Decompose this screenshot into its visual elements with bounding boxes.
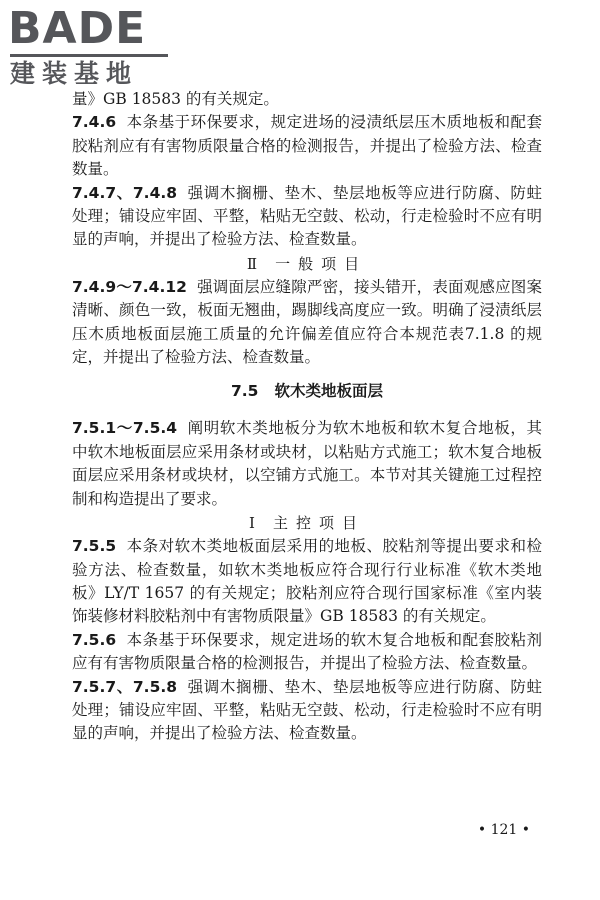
paragraph-text: 本条对软木类地板面层采用的地板、胶粘剂等提出要求和检验方法、检查数量，如软木类地板应符合现行行业标准《软木类地板》LY/T 1657 的有关规定；胶粘剂应符合现行国家标准《室内装饰装修材料胶粘剂中有害物质限量》GB 18583 的有关规定。 [72,537,542,626]
subheading-roman: Ⅰ [249,514,257,533]
logo-chinese-text: 建装基地 [10,59,139,88]
paragraph-7-5-1 [72,417,542,511]
paragraph-7-4-7 [72,182,542,252]
page-number: • 121 • [477,822,530,838]
paragraph-text: 强调木搁栅、垫木、垫层地板等应进行防腐、防蛀处理；铺设应牢固、平整，粘贴无空鼓、松动，行走检验时不应有明显的声响，并提出了检验方法、检查数量。 [72,677,542,743]
paragraph-7-4-9 [72,276,542,370]
clause-number: 7.5.1～7.5.4 [72,419,178,438]
paragraph-text: 阐明软木类地板分为软木地板和软木复合地板，其中软木地板面层应采用条材或块材，以粘贴方式施工；软木复合地板面层应采用条材或块材，以空铺方式施工。本节对其关键施工过程控制和构造提出了要求。 [72,419,542,508]
clause-number: 7.5.7、7.5.8 [72,677,178,696]
subheading-main-items [72,511,542,535]
paragraph-7-5-5 [72,535,542,629]
subheading-label: 一般项目 [275,254,368,273]
paragraph-text: 量》GB 18583 的有关规定。 [72,90,279,108]
clause-number: 7.4.6 [72,113,117,132]
paragraph-text: 强调木搁栅、垫木、垫层地板等应进行防腐、防蛀处理；铺设应牢固、平整，粘贴无空鼓、松动，行走检验时不应有明显的声响，并提出了检验方法、检查数量。 [72,183,542,249]
clause-number: 7.5.6 [72,630,117,649]
clause-number: 7.4.9～7.4.12 [72,277,187,296]
clause-number: 7.4.7、7.4.8 [72,183,178,202]
paragraph-text: 本条基于环保要求，规定进场的软木复合地板和配套胶粘剂应有有害物质限量合格的检测报告，并提出了检验方法、检查数量。 [72,630,542,673]
subheading-label: 主控项目 [272,514,365,533]
section-title: 软木类地板面层 [274,382,383,401]
paragraph-text: 本条基于环保要求，规定进场的浸渍纸层压木质地板和配套胶粘剂应有有害物质限量合格的检测报告，并提出了检验方法、检查数量。 [72,113,542,179]
paragraph-7-4-6 [72,111,542,181]
paragraph-continuation [72,88,542,111]
document-body [72,88,542,746]
logo-wordmark: BADE [8,3,147,54]
subheading-general-items [72,252,542,276]
bade-logo [6,4,176,90]
paragraph-7-5-6 [72,629,542,676]
section-heading [72,379,542,403]
section-number: 7.5 [231,382,259,401]
logo-divider [10,54,168,57]
paragraph-text: 强调面层应缝隙严密，接头错开，表面观感应图案清晰、颜色一致，板面无翘曲，踢脚线高度应一致。明确了浸渍纸层压木质地板面层施工质量的允许偏差值应符合本规范表7.1.8 的规定，并提出了检验方法、检查数量。 [72,277,542,367]
subheading-roman: Ⅱ [246,254,260,273]
clause-number: 7.5.5 [72,537,117,556]
paragraph-7-5-7 [72,676,542,746]
